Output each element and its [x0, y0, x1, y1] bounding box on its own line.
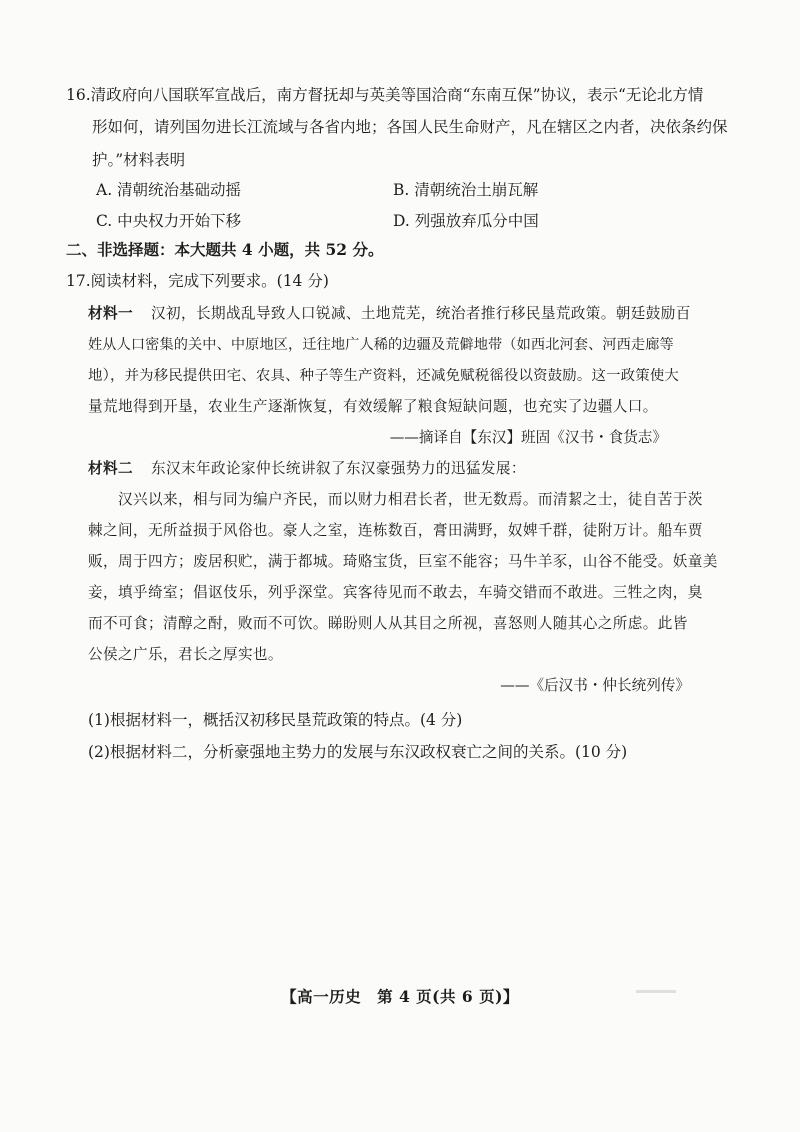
section-2-heading: 二、非选择题：本大题共 4 小题，共 52 分。: [66, 240, 384, 259]
material-1-line-1: [88, 304, 691, 324]
q17-sub-question-1: (1)根据材料一，概括汉初移民垦荒政策的特点。(4 分): [88, 711, 463, 729]
material-2-quote-line-4: 妾，填乎绮室；倡讴伎乐，列乎深堂。宾客待见而不敢去，车骑交错而不敢进。三牲之肉，臭: [88, 584, 703, 601]
q16-option-c: C. 中央权力开始下移: [96, 212, 242, 230]
material-2-source: ——《后汉书・仲长统列传》: [500, 677, 690, 694]
material-2-quote-line-5: 而不可食；清醇之酎，败而不可饮。睇盼则人从其目之所视，喜怒则人随其心之所虑。此皆: [88, 615, 688, 632]
scan-smudge: [636, 990, 676, 993]
material-2-quote-line-1: 汉兴以来，相与同为编户齐民，而以财力相君长者，世无数焉。而清絜之士，徒自苦于茨: [118, 491, 703, 508]
q16-stem-line-2: 形如何，请列国勿进长江流域与各省内地；各国人民生命财产，凡在辖区之内者，决依条约保: [92, 118, 728, 136]
material-1-line-2: 姓从人口密集的关中、中原地区，迁往地广人稀的边疆及荒僻地带（如西北河套、河西走廊等: [88, 337, 674, 353]
page-footer: 【高一历史 第 4 页(共 6 页)】: [281, 987, 519, 1006]
q16-option-b: B. 清朝统治土崩瓦解: [393, 181, 539, 199]
q17-stem: 17.阅读材料，完成下列要求。(14 分): [66, 272, 329, 290]
q17-sub-question-2: (2)根据材料二，分析豪强地主势力的发展与东汉政权衰亡之间的关系。(10 分): [88, 743, 628, 761]
q16-stem-line-3: 护。”材料表明: [92, 151, 186, 169]
q16-stem-line-1: 16.清政府向八国联军宣战后，南方督抚却与英美等国洽商“东南互保”协议，表示“无论北方情: [66, 86, 704, 104]
material-2-quote-line-2: 棘之间，无所益损于风俗也。豪人之室，连栋数百，膏田满野，奴婢千群，徒附万计。船车贾: [88, 522, 703, 539]
material-1-line-3: 地），并为移民提供田宅、农具、种子等生产资料，还减免赋税徭役以资鼓励。这一政策使大: [88, 368, 680, 384]
material-1-text-1: 汉初，长期战乱导致人口锐减、土地荒芜，统治者推行移民垦荒政策。朝廷鼓励百: [150, 305, 691, 322]
q16-option-d: D. 列强放弃瓜分中国: [393, 212, 539, 230]
q16-option-a: A. 清朝统治基础动摇: [96, 181, 242, 199]
material-2-quote-line-6: 公侯之广乐，君长之厚实也。: [88, 646, 283, 663]
material-1-source: ——摘译自【东汉】班固《汉书・食货志》: [389, 429, 667, 446]
material-2-quote-line-3: 贩，周于四方；废居积贮，满于都城。琦赂宝货，巨室不能容；马牛羊豕，山谷不能受。妖童美: [88, 553, 718, 570]
material-1-label: 材料一: [88, 305, 133, 322]
material-2-intro: 东汉末年政论家仲长统讲叙了东汉豪强势力的迅猛发展：: [150, 460, 526, 477]
material-2-intro-line: [88, 459, 526, 479]
material-2-label: 材料二: [88, 460, 133, 477]
material-1-line-4: 量荒地得到开垦，农业生产逐渐恢复，有效缓解了粮食短缺问题，也充实了边疆人口。: [88, 398, 658, 415]
